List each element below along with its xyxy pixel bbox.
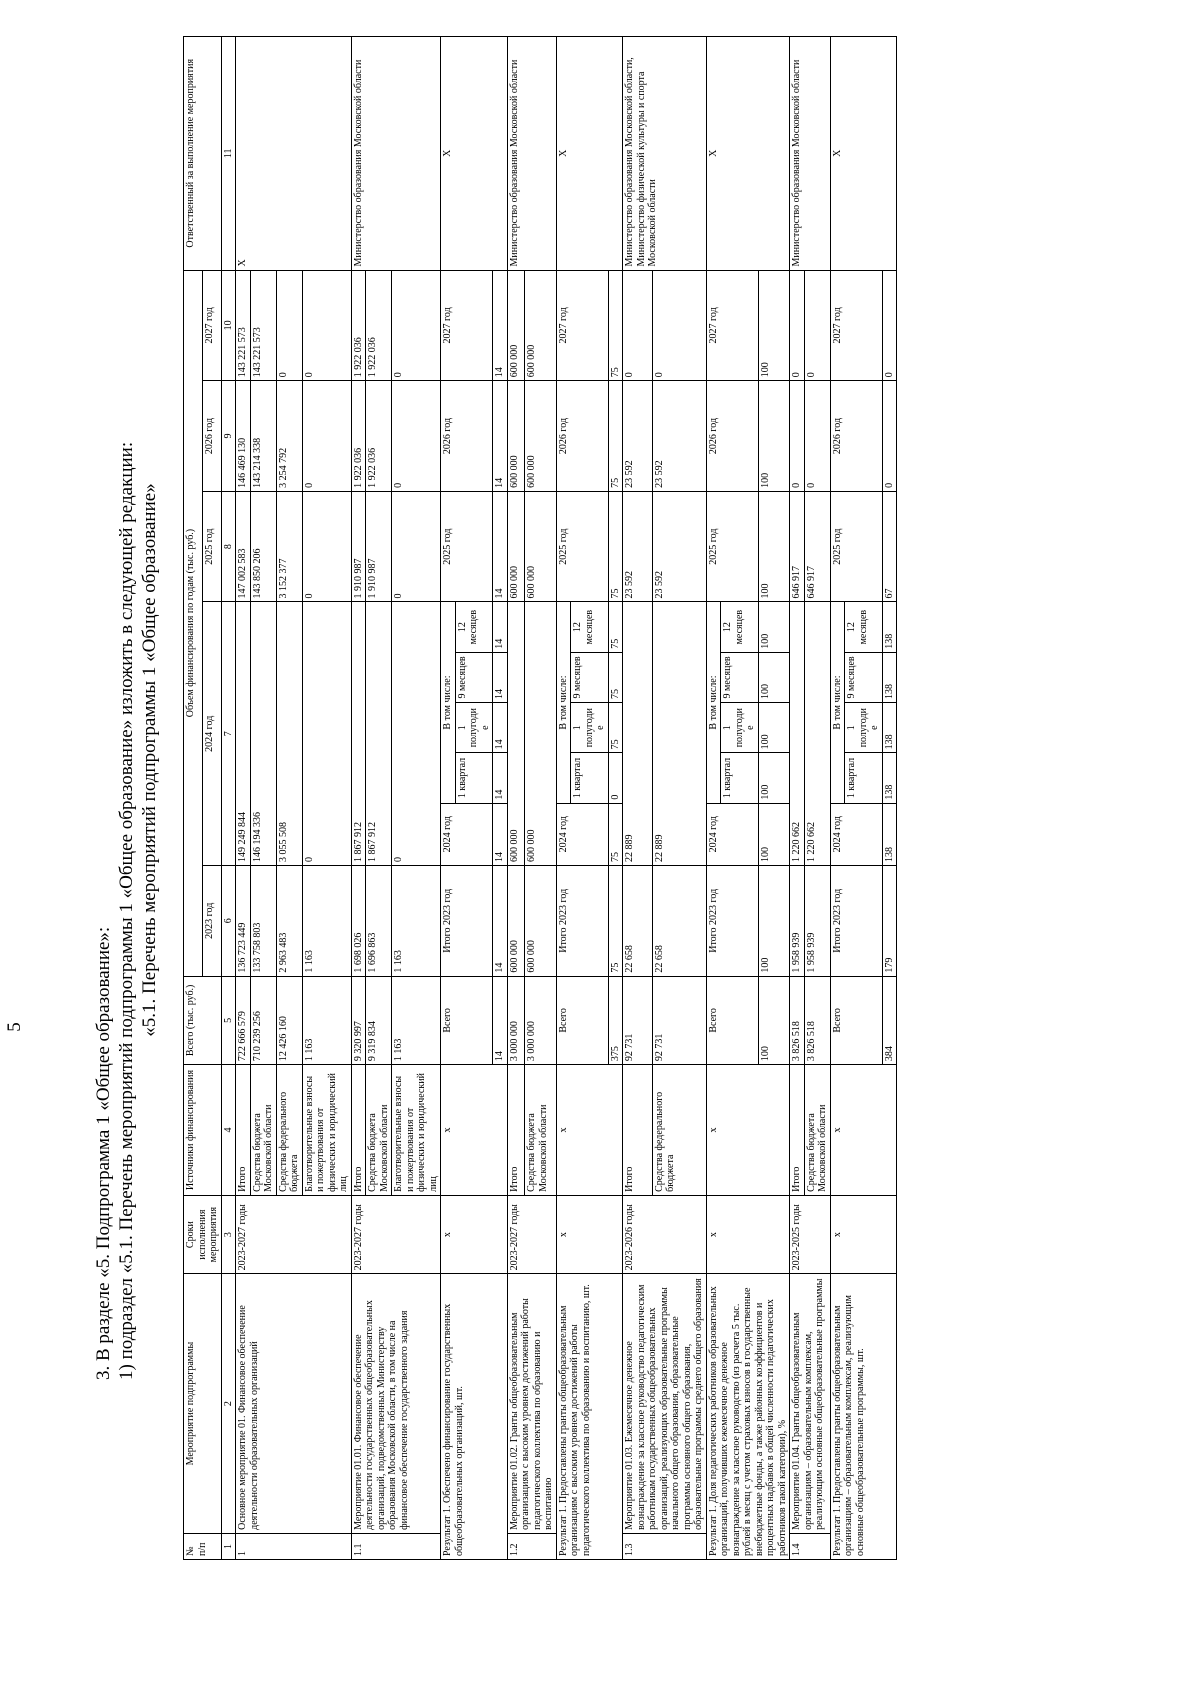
event-terms: 2023-2025 годы [790, 1195, 831, 1273]
result-header-2025: 2025 год [556, 491, 608, 602]
result-header-total: Всего [441, 976, 493, 1065]
result-value-y2024: 100 [758, 803, 790, 865]
result-value-m9: 100 [758, 652, 790, 702]
total-value: 1 163 [302, 976, 351, 1065]
funding-source: Итого [623, 1065, 653, 1196]
value-2023: 1 958 939 [790, 865, 805, 976]
result-value-itogo: 14 [493, 865, 508, 976]
result-terms: х [556, 1195, 623, 1273]
result-value-y2027: 100 [758, 270, 790, 381]
value-2023: 600 000 [507, 865, 525, 976]
table-row [351, 37, 366, 1560]
result-value-y2025: 100 [758, 491, 790, 602]
funding-source: Средства бюджета Московской области [525, 1065, 556, 1196]
intro-line-1: 3. В разделе «5. Подпрограмма 1 «Общее образование»: [93, 926, 114, 1380]
result-value-q1: 100 [758, 753, 790, 803]
result-header-m12: 12 месяцев [845, 602, 883, 652]
intro-line-3: «5.1. Перечень мероприятий подпрограммы 1 «Общее образование» [139, 483, 160, 1037]
value-2027: 143 221 573 [236, 270, 251, 381]
result-value-y2027: 0 [882, 270, 897, 381]
table-body [236, 37, 897, 1560]
header-volume: Объем финансирования по годам (тыс. руб.) [184, 270, 203, 976]
value-2024: 149 249 844 [236, 602, 251, 865]
value-2026: 23 592 [652, 381, 706, 492]
result-header-q1: 1 квартал [845, 753, 883, 803]
result-header-2026: 2026 год [441, 381, 493, 492]
result-value-y2027: 14 [493, 270, 508, 381]
result-source: х [556, 1065, 623, 1196]
result-value-q1: 138 [882, 753, 897, 803]
row-number: 1.2 [507, 1533, 556, 1559]
value-2023: 1 698 026 [351, 865, 366, 976]
funding-source: Благотворительные взносы и пожертвования от физических и юридический лиц [302, 1065, 351, 1196]
funding-source: Итого [790, 1065, 805, 1196]
result-value-y2025: 14 [493, 491, 508, 602]
total-value: 9 320 997 [351, 976, 366, 1065]
value-2027: 1 922 036 [351, 270, 366, 381]
value-2026: 3 254 792 [276, 381, 302, 492]
result-header-total: Всего [830, 976, 882, 1065]
result-header-m12: 12 месяцев [455, 602, 493, 652]
table-row [623, 37, 653, 1560]
result-header-m9: 9 месяцев [455, 652, 493, 702]
result-header-itogo: Итого 2023 год [556, 865, 608, 976]
column-numbers-row [221, 37, 236, 1560]
funding-source: Итого [236, 1065, 251, 1196]
funding-source: Средства федерального бюджета [276, 1065, 302, 1196]
col-num: 4 [221, 1065, 236, 1196]
value-2025: 0 [392, 491, 441, 602]
result-header-2026: 2026 год [830, 381, 882, 492]
result-value-y2024: 138 [882, 803, 897, 865]
header-2023: 2023 год [202, 865, 221, 976]
table-row [790, 37, 805, 1560]
result-header-h1: 1 полугодие [455, 703, 493, 753]
result-header-2024: 2024 год [441, 803, 493, 865]
total-value: 710 239 256 [250, 976, 276, 1065]
value-2026: 143 214 338 [250, 381, 276, 492]
value-2023: 1 163 [302, 865, 351, 976]
result-value-total: 14 [493, 976, 508, 1065]
result-header-h1: 1 полугодие [845, 703, 883, 753]
result-value-q1: 0 [608, 753, 623, 803]
value-2025: 1 910 987 [366, 491, 392, 602]
col-num: 5 [221, 976, 236, 1065]
result-value-total: 384 [882, 976, 897, 1065]
result-header-2024: 2024 год [706, 803, 758, 865]
result-header-itogo: Итого 2023 год [706, 865, 758, 976]
value-2025: 147 002 583 [236, 491, 251, 602]
value-2027: 0 [804, 270, 830, 381]
value-2027: 600 000 [525, 270, 556, 381]
value-2026: 1 922 036 [366, 381, 392, 492]
result-header-2027: 2027 год [441, 270, 493, 381]
result-value-m9: 138 [882, 652, 897, 702]
event-terms: 2023-2027 годы [507, 1195, 556, 1273]
result-header-2027: 2027 год [556, 270, 608, 381]
value-2024: 3 055 508 [276, 602, 302, 865]
result-value-y2024: 75 [608, 803, 623, 865]
header-2026: 2026 год [202, 381, 221, 492]
result-value-m12: 14 [493, 602, 508, 652]
result-value-y2025: 75 [608, 491, 623, 602]
value-2023: 22 658 [652, 865, 706, 976]
value-2025: 600 000 [525, 491, 556, 602]
result-value-h1: 100 [758, 703, 790, 753]
result-responsible: Х [830, 37, 897, 271]
result-header-2025: 2025 год [706, 491, 758, 602]
value-2026: 23 592 [623, 381, 653, 492]
total-value: 92 731 [623, 976, 653, 1065]
col-num: 10 [221, 270, 236, 381]
value-2025: 646 917 [804, 491, 830, 602]
value-2025: 143 850 206 [250, 491, 276, 602]
total-value: 3 000 000 [507, 976, 525, 1065]
result-header-row [830, 37, 845, 1560]
result-header-row [441, 37, 456, 1560]
total-value: 3 826 518 [790, 976, 805, 1065]
value-2027: 0 [392, 270, 441, 381]
value-2025: 600 000 [507, 491, 525, 602]
table-row [236, 37, 251, 1560]
result-header-row [556, 37, 571, 1560]
value-2026: 0 [392, 381, 441, 492]
total-value: 92 731 [652, 976, 706, 1065]
header-total: Всего (тыс. руб.) [184, 976, 222, 1065]
col-num: 1 [221, 1533, 236, 1559]
result-value-y2026: 14 [493, 381, 508, 492]
result-terms: х [706, 1195, 790, 1273]
result-header-incl: В том числе: [830, 602, 845, 803]
events-table [183, 36, 897, 1560]
value-2025: 0 [302, 491, 351, 602]
result-value-y2026: 75 [608, 381, 623, 492]
header-resp: Ответственный за выполнение мероприятия [184, 37, 222, 271]
value-2023: 22 658 [623, 865, 653, 976]
responsible: Министерство образования Московской области [507, 37, 556, 271]
event-terms: 2023-2026 годы [623, 1195, 707, 1273]
value-2024: 22 889 [623, 602, 653, 865]
value-2026: 600 000 [507, 381, 525, 492]
header-2027: 2027 год [202, 270, 221, 381]
result-header-q1: 1 квартал [571, 753, 609, 803]
funding-source: Средства бюджета Московской области [366, 1065, 392, 1196]
result-terms: х [830, 1195, 897, 1273]
value-2026: 0 [302, 381, 351, 492]
funding-source: Средства бюджета Московской области [250, 1065, 276, 1196]
value-2024: 0 [392, 602, 441, 865]
value-2027: 0 [790, 270, 805, 381]
result-header-m12: 12 месяцев [571, 602, 609, 652]
col-num: 9 [221, 381, 236, 492]
event-name: Мероприятие 01.03. Ежемесячное денежное вознаграждение за классное руководство педагогическим работникам государственных общеобразовательных организаций, реализующих образовательные программы начального общего образования, образовательные программы основного общего образования, образовательные программы среднего общего образования [623, 1274, 707, 1534]
result-header-m9: 9 месяцев [845, 652, 883, 702]
result-header-h1: 1 полугодие [571, 703, 609, 753]
event-terms: 2023-2027 годы [351, 1195, 441, 1273]
result-text: Результат 1. Обеспечено финансирование государственных общеобразовательных организаций, шт. [441, 1274, 508, 1560]
result-value-y2026: 100 [758, 381, 790, 492]
value-2026: 600 000 [525, 381, 556, 492]
col-num: 11 [221, 37, 236, 271]
result-header-2026: 2026 год [706, 381, 758, 492]
intro-line-2: 1) подраздел «5.1. Перечень мероприятий подпрограммы 1 «Общее образование» изложить в следующей редакции: [116, 441, 137, 1380]
rotated-page-content [92, 0, 1200, 1560]
result-source: х [706, 1065, 790, 1196]
result-value-itogo: 75 [608, 865, 623, 976]
result-terms: х [441, 1195, 508, 1273]
value-2024: 22 889 [652, 602, 706, 865]
header-num: № п/п [184, 1533, 222, 1559]
result-header-itogo: Итого 2023 год [441, 865, 493, 976]
result-value-total: 375 [608, 976, 623, 1065]
col-num: 7 [221, 602, 236, 865]
result-value-y2025: 67 [882, 491, 897, 602]
result-value-h1: 14 [493, 703, 508, 753]
header-2025: 2025 год [202, 491, 221, 602]
result-text: Результат 1. Доля педагогических работников образовательных организаций, получивших ежемесячное денежное вознаграждение за классное руководство (из расчета 5 тыс. рублей в месяц с учетом страховых взносов в государственные внебюджетные фонды, а также районных коэффициентов и процентных надбавок в общей численности педагогических работников такой категории), % [706, 1274, 790, 1560]
funding-source: Средства федерального бюджета [652, 1065, 706, 1196]
result-header-itogo: Итого 2023 год [830, 865, 882, 976]
table-row [507, 37, 525, 1560]
result-text: Результат 1. Предоставлены гранты общеобразовательным организациям – образовательным комплексам, реализующим основные общеобразовательные программы, шт. [830, 1274, 897, 1560]
value-2027: 0 [623, 270, 653, 381]
value-2024: 600 000 [525, 602, 556, 865]
total-value: 1 163 [392, 976, 441, 1065]
result-value-h1: 138 [882, 703, 897, 753]
value-2024: 0 [302, 602, 351, 865]
result-value-itogo: 179 [882, 865, 897, 976]
value-2027: 143 221 573 [250, 270, 276, 381]
result-header-m12: 12 месяцев [721, 602, 759, 652]
responsible: Министерство образования Московской области, Министерство физической культуры и спорта Московской области [623, 37, 707, 271]
result-responsible: Х [556, 37, 623, 271]
col-num: 6 [221, 865, 236, 976]
result-header-incl: В том числе: [706, 602, 721, 803]
result-text: Результат 1. Предоставлены гранты общеобразовательным организациям с высоким уровнем достижений работы педагогического коллектива по образованию и воспитанию, шт. [556, 1274, 623, 1560]
value-2023: 1 163 [392, 865, 441, 976]
col-num: 2 [221, 1274, 236, 1534]
value-2024: 1 867 912 [366, 602, 392, 865]
header-event: Мероприятие подпрограммы [184, 1274, 222, 1534]
result-value-m9: 14 [493, 652, 508, 702]
row-number: 1.3 [623, 1533, 707, 1559]
value-2026: 0 [804, 381, 830, 492]
result-value-q1: 14 [493, 753, 508, 803]
result-header-2026: 2026 год [556, 381, 608, 492]
result-header-2024: 2024 год [830, 803, 882, 865]
row-number: 1 [236, 1533, 352, 1559]
value-2025: 23 592 [652, 491, 706, 602]
result-header-q1: 1 квартал [455, 753, 493, 803]
value-2027: 0 [276, 270, 302, 381]
col-num: 8 [221, 491, 236, 602]
result-header-m9: 9 месяцев [571, 652, 609, 702]
row-number: 1.1 [351, 1533, 441, 1559]
result-header-m9: 9 месяцев [721, 652, 759, 702]
event-terms: 2023-2027 годы [236, 1195, 352, 1273]
funding-source: Итого [507, 1065, 525, 1196]
value-2026: 146 469 130 [236, 381, 251, 492]
result-header-total: Всего [706, 976, 758, 1065]
result-value-m12: 100 [758, 602, 790, 652]
value-2027: 0 [652, 270, 706, 381]
result-header-2027: 2027 год [830, 270, 882, 381]
result-value-y2026: 0 [882, 381, 897, 492]
value-2023: 133 758 803 [250, 865, 276, 976]
value-2027: 0 [302, 270, 351, 381]
value-2024: 1 867 912 [351, 602, 366, 865]
header-terms: Сроки исполнения мероприятия [184, 1195, 222, 1273]
responsible: Министерство образования Московской области [790, 37, 831, 271]
col-num: 3 [221, 1195, 236, 1273]
value-2024: 1 220 662 [804, 602, 830, 865]
result-source: х [830, 1065, 897, 1196]
result-header-row [706, 37, 721, 1560]
total-value: 3 000 000 [525, 976, 556, 1065]
value-2026: 1 922 036 [351, 381, 366, 492]
total-value: 12 426 160 [276, 976, 302, 1065]
event-name: Основное мероприятие 01. Финансовое обеспечение деятельности образовательных организаций [236, 1274, 352, 1534]
responsible: Х [236, 37, 352, 271]
result-header-q1: 1 квартал [721, 753, 759, 803]
result-value-y2024: 14 [493, 803, 508, 865]
value-2025: 3 152 377 [276, 491, 302, 602]
result-value-m9: 75 [608, 652, 623, 702]
result-value-h1: 75 [608, 703, 623, 753]
value-2023: 2 963 483 [276, 865, 302, 976]
event-name: Мероприятие 01.02. Гранты общеобразовательным организациям с высоким уровнем достижений работы педагогического коллектива по образованию и воспитанию [507, 1274, 556, 1534]
value-2027: 600 000 [507, 270, 525, 381]
value-2025: 23 592 [623, 491, 653, 602]
value-2023: 1 958 939 [804, 865, 830, 976]
value-2024: 1 220 662 [790, 602, 805, 865]
value-2026: 0 [790, 381, 805, 492]
total-value: 9 319 834 [366, 976, 392, 1065]
funding-source: Итого [351, 1065, 366, 1196]
header-source: Источники финансирования [184, 1065, 222, 1196]
funding-source: Средства бюджета Московской области [804, 1065, 830, 1196]
value-2023: 600 000 [525, 865, 556, 976]
value-2023: 136 723 449 [236, 865, 251, 976]
result-value-itogo: 100 [758, 865, 790, 976]
result-header-2024: 2024 год [556, 803, 608, 865]
total-value: 3 826 518 [804, 976, 830, 1065]
total-value: 722 666 579 [236, 976, 251, 1065]
result-value-total: 100 [758, 976, 790, 1065]
value-2027: 1 922 036 [366, 270, 392, 381]
result-responsible: Х [706, 37, 790, 271]
result-header-2025: 2025 год [441, 491, 493, 602]
header-2024: 2024 год [202, 602, 221, 865]
result-header-2027: 2027 год [706, 270, 758, 381]
value-2024: 600 000 [507, 602, 525, 865]
result-value-m12: 75 [608, 602, 623, 652]
result-value-y2027: 75 [608, 270, 623, 381]
value-2025: 1 910 987 [351, 491, 366, 602]
intro-text [92, 0, 161, 1560]
result-header-2025: 2025 год [830, 491, 882, 602]
page-number: 5 [4, 1022, 25, 1032]
result-responsible: Х [441, 37, 508, 271]
result-header-total: Всего [556, 976, 608, 1065]
value-2023: 1 696 863 [366, 865, 392, 976]
result-source: х [441, 1065, 508, 1196]
row-number: 1.4 [790, 1533, 831, 1559]
result-value-m12: 138 [882, 602, 897, 652]
result-header-incl: В том числе: [441, 602, 456, 803]
result-header-incl: В том числе: [556, 602, 571, 803]
funding-source: Благотворительные взносы и пожертвования от физических и юридический лиц [392, 1065, 441, 1196]
value-2025: 646 917 [790, 491, 805, 602]
value-2024: 146 194 336 [250, 602, 276, 865]
result-header-h1: 1 полугодие [721, 703, 759, 753]
responsible: Министерство образования Московской области [351, 37, 441, 271]
header-row [184, 37, 203, 1560]
event-name: Мероприятие 01.04. Гранты общеобразовательным организациям – образовательным комплексам, реализующим основные общеобразовательные программы [790, 1274, 831, 1534]
event-name: Мероприятие 01.01. Финансовое обеспечение деятельности государственных общеобразовательных организаций, подведомственных Министерству образования Московской области, в том числе на финансовое обеспечение государственного задания [351, 1274, 441, 1534]
